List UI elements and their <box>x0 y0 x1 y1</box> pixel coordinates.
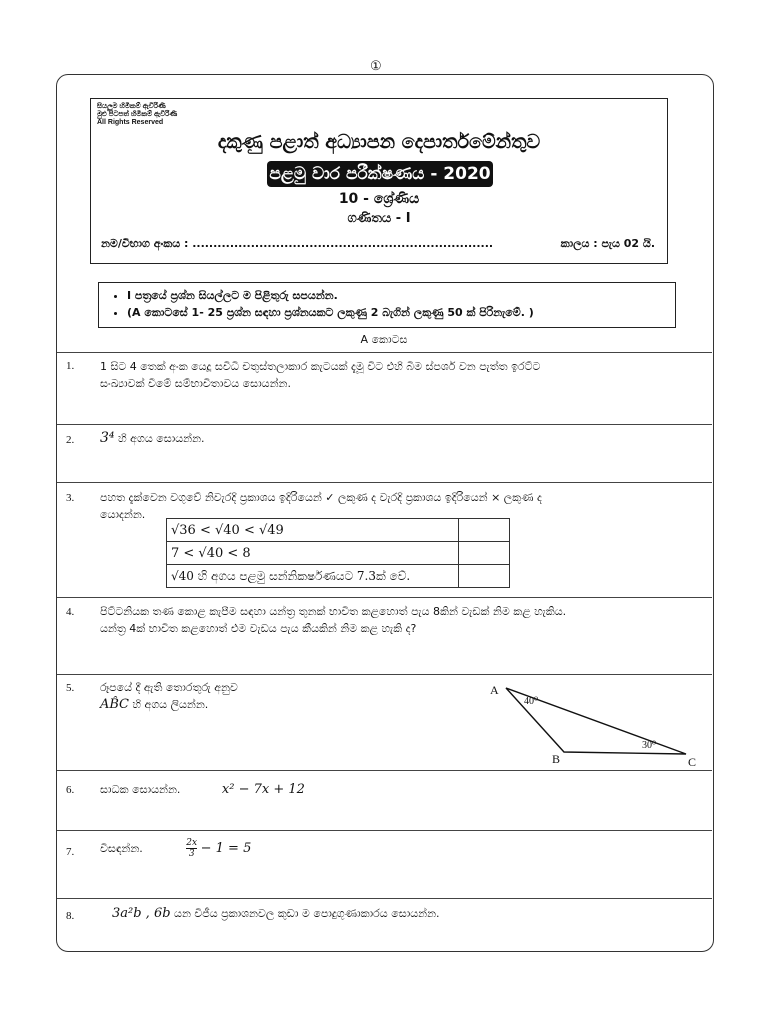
instructions-box <box>98 282 676 328</box>
question-line: යන වීජීය ප්‍රකාශනවල කුඩා ම පොදුගුණාකාරය සොයන්න. <box>170 907 440 920</box>
math-expression: 3⁴ <box>100 430 115 446</box>
question-7-text <box>100 838 251 859</box>
grade-label: 10 - ශ්‍රේණිය <box>338 191 420 207</box>
question-line: පහත දැක්වෙන වගුවේ නිවැරදි ප්‍රකාශය ඉදිරියෙන් ✓ ලකුණ ද වැරදි ප්‍රකාශය ඉදිරියෙන් × ලකුණ ද <box>100 491 542 504</box>
statement-table <box>166 518 510 588</box>
question-number: 2. <box>66 434 75 446</box>
question-divider <box>57 674 712 675</box>
question-number: 8. <box>66 910 75 922</box>
math-expression: − 1 = 5 <box>200 841 252 856</box>
statement-cell: √40 හි අගය පළමු සන්නිකර්ෂණයට 7.3ක් වේ. <box>167 565 459 588</box>
math-expression: AB̂C <box>100 697 129 712</box>
table-row <box>167 519 510 542</box>
time-allowed: කාලය : පැය 02 යි. <box>560 237 655 250</box>
angle-c-label: 30⁰ <box>642 740 657 751</box>
department-title: දකුණු පළාත් අධ්‍යාපන දෙපාර්තමේන්තුව <box>217 131 541 153</box>
name-index-field[interactable]: නම/විභාග අංකය : ........................................................................ <box>101 237 494 250</box>
answer-cell[interactable] <box>459 519 510 542</box>
question-number: 5. <box>66 682 75 694</box>
question-line: 1 සිට 4 තෙක් අංක යෙදූ සවිධි චතුස්තලාකාර කැටයක් දැමූ විට එහි බිම ස්පර්ශ වන පැත්ත ඉරට්ට <box>100 360 541 373</box>
copyright-line-2: මුළු පිටපත් හිමිකම් ඇවිරිණි <box>97 111 178 118</box>
page-number: ① <box>370 58 382 73</box>
copyright-line-1: සියලුම හිමිකම් ඇවිරිණි <box>97 103 166 110</box>
question-6-text <box>100 781 305 798</box>
angle-a-label: 40⁰ <box>524 696 539 707</box>
question-line: හි අගය සොයන්න. <box>114 432 205 445</box>
fraction-denominator: 3 <box>188 849 195 859</box>
question-2-text <box>100 430 205 447</box>
question-line: සංඛ්‍යාවක් වීමේ සම්භාවිතාවය සොයන්න. <box>100 377 291 390</box>
vertex-label-b: B <box>552 752 561 766</box>
question-divider <box>57 424 712 425</box>
question-line: සාධක සොයන්න. <box>100 783 181 796</box>
copyright-line-3: All Rights Reserved <box>97 119 164 126</box>
question-number: 4. <box>66 606 75 618</box>
answer-cell[interactable] <box>459 542 510 565</box>
question-line: යන්ත්‍ර 4ක් භාවිත කළහොත් එම වැඩය පැය කීයකින් නිම කළ හැකි ද? <box>100 622 417 635</box>
question-number: 3. <box>66 492 75 504</box>
fraction <box>186 838 197 859</box>
table-row <box>167 542 510 565</box>
vertex-label-a: A <box>490 683 499 697</box>
copyright-notice <box>97 103 177 127</box>
question-line: හි අගය ලියන්න. <box>128 698 209 711</box>
question-number: 6. <box>66 784 75 796</box>
triangle-diagram <box>480 680 710 772</box>
section-title: A කොටස <box>360 333 408 346</box>
question-5-text <box>100 679 238 713</box>
question-line: රූපයේ දී ඇති තොරතුරු අනුව <box>100 681 238 694</box>
question-8-text <box>112 905 440 922</box>
question-divider <box>57 482 712 483</box>
question-divider <box>57 597 712 598</box>
subject-label: ගණිතය - I <box>347 211 411 226</box>
instruction-item: • I පත්‍රයේ ප්‍රශ්න සියල්ලට ම පිළිතුරු සපයන්න. <box>127 287 675 304</box>
table-row <box>167 565 510 588</box>
question-number: 7. <box>66 846 75 858</box>
exam-title: පළමු වාර පරීක්ෂණය - 2020 <box>267 161 493 187</box>
statement-cell: √36 < √40 < √49 <box>167 519 459 542</box>
answer-cell[interactable] <box>459 565 510 588</box>
question-line: යොදන්න. <box>100 508 146 521</box>
vertex-label-c: C <box>688 755 697 769</box>
question-line: විසඳන්න. <box>100 842 143 855</box>
question-divider <box>57 830 712 831</box>
statement-cell: 7 < √40 < 8 <box>167 542 459 565</box>
question-number: 1. <box>66 360 75 372</box>
question-line: පිට්ටනියක තණ කොළ කැපීම සඳහා යන්ත්‍ර තුනක් භාවිත කළහොත් පැය 8කින් වැඩක් නිම කළ හැකිය. <box>100 605 567 618</box>
math-expression: 3a²b , 6b <box>112 906 171 921</box>
fraction-numerator: 2x <box>186 838 198 848</box>
math-expression: x² − 7x + 12 <box>221 782 305 797</box>
exam-header <box>90 98 668 264</box>
question-1-text <box>100 358 540 392</box>
question-4-text <box>100 603 566 637</box>
question-divider <box>57 352 712 353</box>
question-divider <box>57 898 712 899</box>
instruction-item: • (A කොටසේ 1- 25 ප්‍රශ්න සඳහා ප්‍රශ්නයකට ලකුණු 2 බැගින් ලකුණු 50 ක් පිරිනැමේ. ) <box>127 304 675 321</box>
